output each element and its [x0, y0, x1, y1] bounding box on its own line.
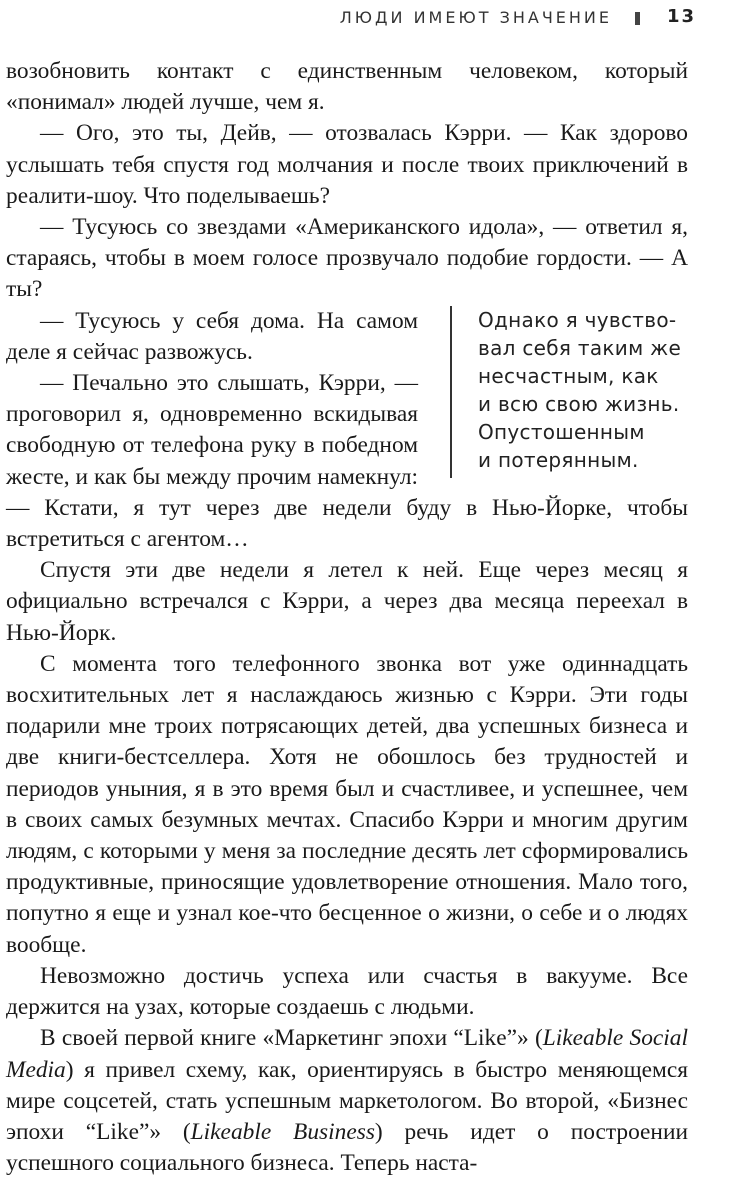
running-title: ЛЮДИ ИМЕЮТ ЗНАЧЕНИЕ	[339, 8, 612, 27]
paragraph-9	[6, 1023, 688, 1179]
paragraph-4: — Тусуюсь у себя дома. На самом деле я сейчас развожусь.	[6, 307, 418, 365]
page-header	[0, 6, 736, 32]
pull-quote-line: вал себя таким же	[478, 335, 682, 360]
header-separator	[635, 12, 640, 25]
book-title-italic: Likeable Business	[190, 1118, 375, 1145]
page-number: 13	[666, 6, 696, 27]
paragraph-1: возобновить контакт с единственным человеком, который «понимал» людей лучше, чем я.	[6, 58, 688, 116]
pull-quote-line: и всю свою жизнь.	[478, 391, 680, 416]
paragraph-3: — Тусуюсь со звездами «Американского идола», — ответил я, стараясь, чтобы в моем голосе прозвучало подобие гордости. — А ты?	[6, 214, 688, 303]
paragraph-9-text: ) я привел схему, как, ориентируясь в быстро меняющемся мире соцсетей, стать успешным маркетологом. Во второй, «Бизнес эпохи “Like”» (	[6, 1056, 688, 1145]
paragraph-9-text: В своей первой книге «Маркетинг эпохи “Like”» (	[40, 1025, 543, 1052]
book-title-italic: Likeable Social Media	[6, 1025, 688, 1083]
paragraph-6: Спустя эти две недели я летел к ней. Еще через месяц я официально встречался с Кэрри, а через два месяца переехал в Нью-Йорк.	[6, 557, 688, 646]
paragraph-2: — Ого, это ты, Дейв, — отозвалась Кэрри. — Как здорово услышать тебя спустя год молчания и после твоих приключений в реалити-шоу. Что поделываешь?	[6, 120, 688, 209]
pull-quote-line: и потерянным.	[478, 447, 639, 472]
pull-quote	[450, 306, 688, 478]
pull-quote-line: Опустошенным	[478, 419, 645, 444]
paragraph-9-text: ) речь идет о построении успешного социального бизнеса. Теперь наста-	[6, 1118, 688, 1177]
body-text	[6, 56, 688, 1179]
paragraph-8: Невозможно достичь успеха или счастья в вакууме. Все держится на узах, которые создаешь с людьми.	[6, 962, 688, 1021]
paragraph-5: — Печально это слышать, Кэрри, — проговорил я, одновременно вскидывая свободную от телефона руку в победном жесте, и как бы между прочим намекнул: — Кстати, я тут через две недели буду в Нью-Йорке, чтобы встретиться с агентом…	[6, 370, 688, 553]
pull-quote-line: Однако я чувство-	[478, 307, 677, 332]
pull-quote-line: несчастным, как	[478, 363, 659, 388]
paragraph-7: С момента того телефонного звонка вот уже одиннадцать восхитительных лет я наслаждаюсь жизнью с Кэрри. Эти годы подарили мне троих потрясающих детей, два успешных бизнеса и две книги-бестселлера. Хотя не обошлось без трудностей и периодов уныния, я в это время был и счастливее, и успешнее, чем в своих самых безумных мечтах. Спасибо Кэрри и многим другим людям, с которыми у меня за последние десять лет сформировались продуктивные, приносящие удовлетворение отношения. Мало того, попутно я еще и узнал кое-что бесценное о жизни, о себе и о людях вообще.	[6, 650, 688, 958]
